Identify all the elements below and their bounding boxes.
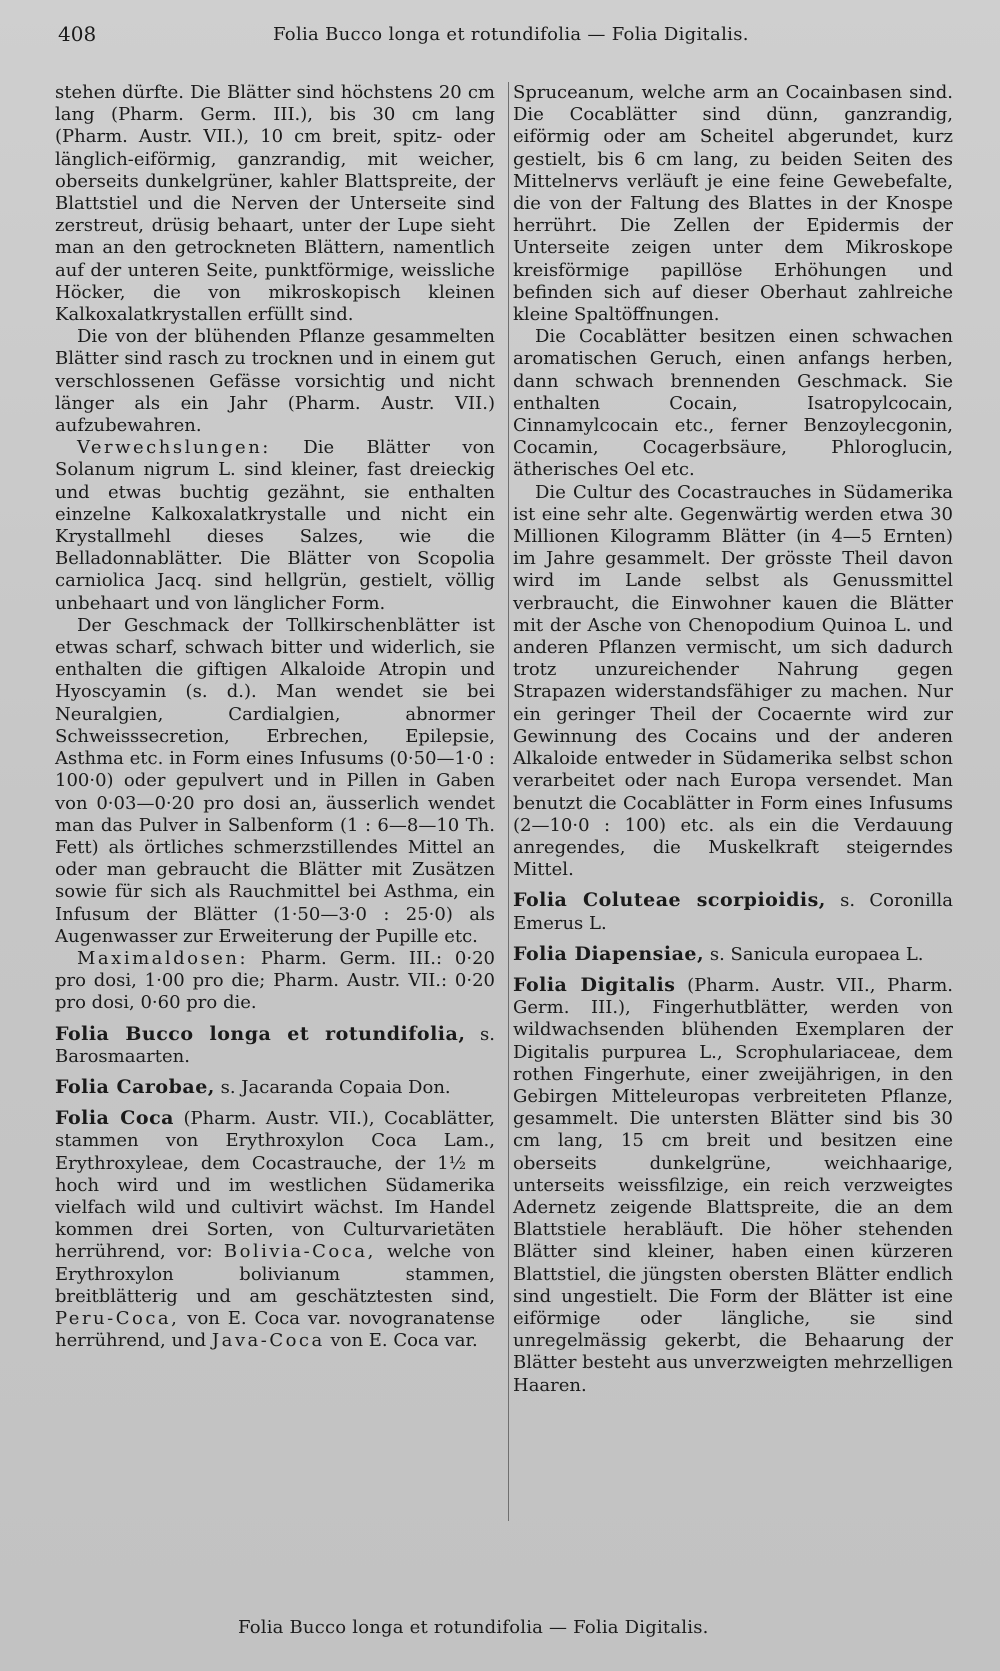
entry-folia-diapensiae	[513, 943, 953, 966]
running-title: Folia Bucco longa et rotundifolia — Folia Digitalis.	[273, 24, 749, 45]
page-number: 408	[58, 22, 97, 46]
entry-text: s. Jacaranda Copaia Don.	[214, 1076, 451, 1098]
entry-headword: Folia Coluteae scorpioidis,	[513, 889, 826, 912]
entry-text: von E. Coca var. novogranatense herrührend, und	[55, 1307, 495, 1352]
paragraph: Die Cultur des Cocastrauches in Südamerika ist eine sehr alte. Gegenwärtig werden etwa 30 Millionen Kilogramm Blätter (in 4—5 Ernten) im Jahre gesammelt. Der grösste Theil davon wird im Lande selbst als Genussmittel verbraucht, die Einwohner kauen die Blätter mit der Asche von Chenopodium Quinoa L. und anderen Pflanzen vermischt, um sich dadurch trotz unzureichender Nahrung gegen Strapazen widerstandsfähiger zu machen. Nur ein geringer Theil der Cocaernte wird zur Gewinnung des Cocains und der anderen Alkaloide entweder in Südamerika selbst schon verarbeitet oder nach Europa versendet. Man benutzt die Cocablätter in Form eines Infusums (2—10·0 : 100) etc. als ein die Verdauung anregendes, die Muskelkraft steigerndes Mittel.	[513, 481, 953, 881]
variety-bolivia: Bolivia-Coca,	[223, 1241, 376, 1263]
variety-peru: Peru-Coca,	[55, 1307, 180, 1329]
entry-text: s. Barosmaarten.	[55, 1023, 495, 1067]
spaced-label: Verwechslungen:	[77, 437, 271, 459]
entry-folia-carobae	[55, 1076, 495, 1099]
paragraph	[55, 948, 495, 1015]
paragraph: Spruceanum, welche arm an Cocainbasen sind. Die Cocablätter sind dünn, ganzrandig, eiförmig oder am Scheitel abgerundet, kurz gestielt, bis 6 cm lang, zu beiden Seiten des Mittelnervs verläuft je eine feine Gewebefalte, die von der Faltung des Blattes in der Knospe herrührt. Die Zellen der Epidermis der Unterseite zeigen unter dem Mikroskope kreisförmige papillöse Erhöhungen und befinden sich auf dieser Oberhaut zahlreiche kleine Spaltöffnungen.	[513, 82, 953, 326]
paragraph: Die Cocablätter besitzen einen schwachen aromatischen Geruch, einen anfangs herben, dann schwach brennenden Geschmack. Sie enthalten Cocain, Isatropylcocain, Cinnamylcocain etc., ferner Benzoylecgonin, Cocamin, Cocagerbsäure, Phloroglucin, ätherisches Oel etc.	[513, 326, 953, 481]
spaced-label: Maximaldosen:	[77, 947, 249, 969]
paragraph: stehen dürfte. Die Blätter sind höchstens 20 cm lang (Pharm. Germ. III.), bis 30 cm lang (Pharm. Austr. VII.), 10 cm breit, spitz- oder länglich-eiförmig, ganzrandig, mit weicher, oberseits dunkelgrüner, kahler Blattspreite, der Blattstiel und die Nerven der Unterseite sind zerstreut, drüsig behaart, unter der Lupe sieht man an den getrockneten Blättern, namentlich auf der unteren Seite, punktförmige, weissliche Höcker, die von mikroskopisch kleinen Kalkoxalatkrystallen erfüllt sind.	[55, 82, 495, 326]
paragraph: Der Geschmack der Tollkirschenblätter ist etwas scharf, schwach bitter und widerlich, sie enthalten die giftigen Alkaloide Atropin und Hyoscyamin (s. d.). Man wendet sie bei Neuralgien, Cardialgien, abnormer Schweisssecretion, Erbrechen, Epilepsie, Asthma etc. in Form eines Infusums (0·50—1·0 : 100·0) oder gepulvert und in Pillen in Gaben von 0·03—0·20 pro dosi an, äusserlich wendet man das Pulver in Salbenform (1 : 6—8—10 Th. Fett) als örtliches schmerzstillendes Mittel an oder man gebraucht die Blätter mit Zusätzen sowie für sich als Rauchmittel bei Asthma, ein Infusum der Blätter (1·50—3·0 : 25·0) als Augenwasser zur Erweiterung der Pupille etc.	[55, 614, 495, 947]
column-divider	[508, 82, 509, 1521]
entry-folia-digitalis	[513, 974, 953, 1397]
entry-text: (Pharm. Austr. VII.), Cocablätter, stammen von Erythroxylon Coca Lam., Erythroxyleae, dem Cocastrauche, der 1½ m hoch wird und im westlichen Südamerika vielfach wild und cultivirt wächst. Im Handel kommen drei Sorten, von Culturvarietäten herrührend, vor:	[55, 1108, 495, 1263]
entry-headword: Folia Carobae,	[55, 1075, 215, 1098]
entry-folia-bucco	[55, 1023, 495, 1068]
page-header	[58, 22, 910, 52]
entry-headword: Folia Diapensiae,	[513, 942, 705, 965]
right-column	[513, 82, 953, 1397]
paragraph-text: Pharm. Germ. III.: 0·20 pro dosi, 1·00 pro die; Pharm. Austr. VII.: 0·20 pro dosi, 0·60 pro die.	[55, 947, 495, 1014]
entry-text: s. Sanicula europaea L.	[704, 943, 924, 965]
entry-folia-coca	[55, 1107, 495, 1352]
entry-text: welche von Erythroxylon bolivianum stammen, breitblätterig und am geschätztesten sind,	[55, 1241, 495, 1307]
entry-headword: Folia Bucco longa et rotundifolia,	[55, 1022, 466, 1045]
variety-java: Java-Coca	[211, 1330, 325, 1352]
entry-headword: Folia Digitalis	[513, 973, 676, 996]
paragraph: Die von der blühenden Pflanze gesammelten Blätter sind rasch zu trocknen und in einem gut verschlossenen Gefässe vorsichtig und nicht länger als ein Jahr (Pharm. Austr. VII.) aufzubewahren.	[55, 326, 495, 437]
entry-folia-coluteae	[513, 889, 953, 934]
entry-text: von E. Coca var.	[324, 1330, 478, 1352]
paragraph	[55, 437, 495, 615]
paragraph-text: Die Blätter von Solanum nigrum L. sind kleiner, fast dreieckig und etwas buchtig gezähnt, sie enthalten einzelne Kalkoxalatkrystalle und nicht ein Krystallmehl dieses Salzes, wie die Belladonnablätter. Die Blätter von Scopolia carniolica Jacq. sind hellgrün, gestielt, völlig unbehaart und von länglicher Form.	[55, 437, 495, 614]
entry-headword: Folia Coca	[55, 1107, 174, 1130]
left-column	[55, 82, 495, 1352]
page-footer: Folia Bucco longa et rotundifolia — Folia Digitalis.	[238, 1617, 709, 1638]
entry-text: s. Coronilla Emerus L.	[513, 890, 953, 934]
entry-text: (Pharm. Austr. VII., Pharm. Germ. III.), Fingerhutblätter, werden von wildwachsenden blühenden Exemplaren der Digitalis purpurea L., Scrophulariaceae, dem rothen Fingerhute, einer zweijährigen, in den Gebirgen Mitteleuropas verbreiteten Pflanze, gesammelt. Die untersten Blätter sind bis 30 cm lang, 15 cm breit und besitzen eine oberseits dunkelgrüne, weichhaarige, unterseits weissfilzige, ein reich verzweigtes Adernetz zeigende Blattspreite, die an dem Blattstiele herabläuft. Die höher stehenden Blätter sind kleiner, haben einen kürzeren Blattstiel, die jüngsten obersten Blätter endlich sind ungestielt. Die Form der Blätter ist eine eiförmige oder längliche, sie sind unregelmässig gekerbt, die Behaarung der Blätter besteht aus unverzweigten mehrzelligen Haaren.	[513, 974, 954, 1396]
